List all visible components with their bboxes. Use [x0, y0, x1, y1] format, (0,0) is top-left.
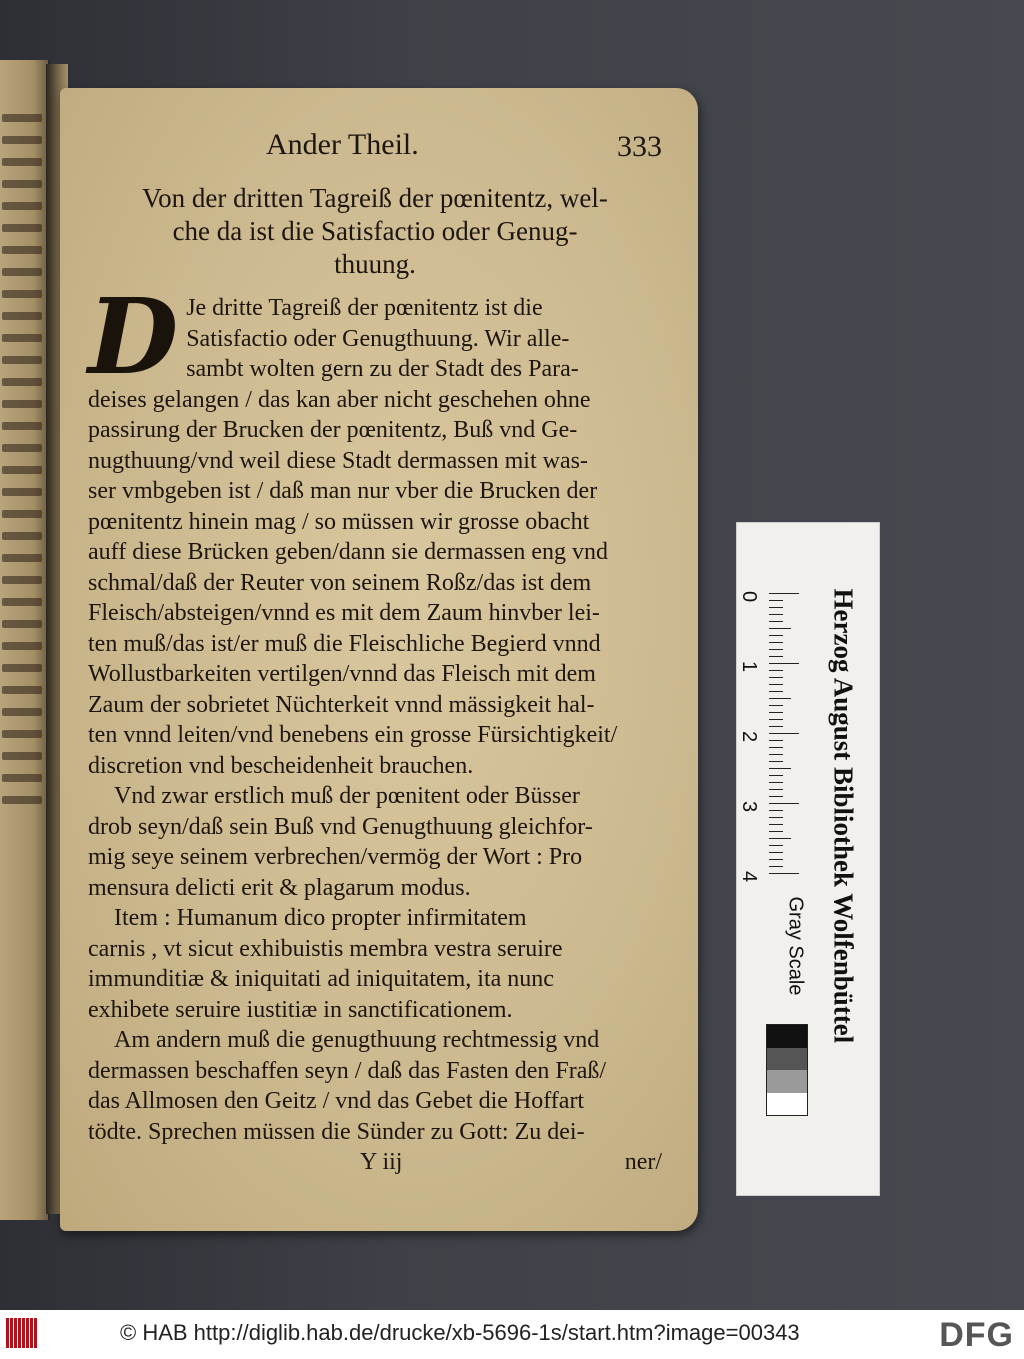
text-line: ten muß/das ist/er muß die Fleischliche Begierd vnnd [88, 630, 601, 657]
text-line: mig seye seinem verbrechen/vermög der Wort : Pro [88, 844, 583, 870]
text-line: drob seyn/daß sein Buß vnd Genugthuung gleichfor- [88, 813, 593, 840]
ruler-tick [769, 726, 783, 727]
footer-bar [0, 1310, 1024, 1359]
text-line: Item : Humanum dico propter infirmitatem [114, 905, 527, 931]
ruler-tick [769, 684, 783, 685]
text-line: Je dritte Tagreiß der pœnitentz ist die [186, 295, 543, 321]
text-line: Am andern muß die genugthuung rechtmessig vnd [114, 1027, 600, 1053]
chapter-heading [88, 182, 662, 281]
ruler-tick [769, 621, 783, 622]
text-line: mensura delicti erit & plagarum modus. [88, 874, 471, 901]
ruler-tick [769, 733, 799, 734]
text-line: sambt wolten gern zu der Stadt des Para- [186, 356, 579, 382]
ruler-tick [769, 698, 791, 699]
ruler-tick [769, 677, 783, 678]
gray-scale-label [774, 896, 814, 1020]
ruler-tick [769, 663, 799, 664]
ruler-tick [769, 761, 783, 762]
color-calibration-ruler [736, 522, 880, 1196]
ruler-tick [769, 803, 799, 804]
gray-swatch [767, 1070, 807, 1093]
ruler-tick [769, 873, 799, 874]
text-line: Zaum der sobrietet Nüchterkeit vnnd mässigkeit hal- [88, 691, 595, 718]
ruler-tick [769, 670, 783, 671]
ruler-tick [769, 782, 783, 783]
text-line: Wollustbarkeiten vertilgen/vnnd das Fleisch mit dem [88, 661, 596, 687]
ruler-tick [769, 859, 783, 860]
ruler-tick [769, 831, 783, 832]
running-title: Ander Theil. [266, 128, 419, 161]
hab-logo-icon [6, 1318, 46, 1350]
catchword: ner/ [624, 1149, 662, 1175]
ruler-tick [769, 607, 783, 608]
ruler-tick [769, 691, 783, 692]
ruler-number: 4 [738, 870, 761, 883]
text-line: das Allmosen den Geitz / vnd das Gebet die Hoffart [88, 1088, 585, 1114]
text-line: Fleisch/absteigen/vnnd es mit dem Zaum hinvber lei- [88, 600, 600, 626]
ruler-number: 3 [738, 800, 761, 813]
heading-line: thuung. [334, 249, 416, 279]
text-line: immunditiæ & iniquitati ad iniquitatem, ita nunc [88, 966, 554, 992]
text-line: Vnd zwar erstlich muß der pœnitent oder Büsser [114, 783, 580, 809]
gray-swatch [767, 1025, 807, 1048]
ruler-title [823, 588, 863, 1173]
dfg-logo: DFG [939, 1316, 1014, 1354]
text-line: dermassen beschaffen seyn / daß das Fasten den Fraß/ [88, 1057, 607, 1084]
ruler-tick [769, 775, 783, 776]
book-page [60, 88, 698, 1231]
ruler-scale [738, 583, 799, 903]
text-line: tödte. Sprechen müssen die Sünder zu Gott: Zu dei- [88, 1118, 585, 1145]
previous-page-edge [0, 60, 50, 1220]
ruler-tick [769, 642, 783, 643]
text-line: carnis , vt sicut exhibuistis membra vestra seruire [88, 935, 563, 962]
ruler-tick [769, 740, 783, 741]
ruler-tick [769, 649, 783, 650]
text-line: schmal/daß der Reuter von seinem Roßz/das ist dem [88, 569, 592, 596]
ruler-tick [769, 635, 783, 636]
text-line: nugthuung/vnd weil diese Stadt dermassen mit was- [88, 447, 588, 474]
page-content [88, 128, 662, 1183]
signature-line [88, 1149, 662, 1183]
ruler-tick [769, 614, 783, 615]
ruler-number: 0 [738, 590, 761, 603]
ruler-tick [769, 852, 783, 853]
ruler-tick [769, 593, 799, 594]
page-number: 333 [617, 130, 662, 163]
text-line: ser vmbgeben ist / daß man nur vber die Brucken der [88, 478, 598, 504]
ruler-tick [769, 789, 783, 790]
ruler-tick [769, 824, 783, 825]
copyright-link[interactable]: © HAB http://diglib.hab.de/drucke/xb-5696-1s/start.htm?image=00343 [120, 1320, 800, 1345]
gray-swatch [767, 1093, 807, 1116]
text-line: deises gelangen / das kan aber nicht geschehen ohne [88, 386, 591, 413]
text-line: ten vnnd leiten/vnd benebens ein grosse Fürsichtigkeit/ [88, 722, 618, 748]
ruler-tick [769, 656, 783, 657]
text-line: pœnitentz hinein mag / so müssen wir grosse obacht [88, 508, 590, 535]
ruler-tick [769, 705, 783, 706]
heading-line: che da ist die Satisfactio oder Genug- [172, 216, 578, 246]
heading-line: Von der dritten Tagreiß der pœnitentz, wel- [142, 183, 608, 213]
library-name: Herzog August Bibliothek Wolfenbüttel [828, 588, 859, 1044]
ruler-tick [769, 712, 783, 713]
ruler-tick [769, 719, 783, 720]
ruler-tick [769, 600, 783, 601]
ruler-number: 2 [738, 730, 761, 743]
ruler-tick [769, 817, 783, 818]
ruler-tick [769, 838, 791, 839]
text-line: Satisfactio oder Genugthuung. Wir alle- [186, 325, 570, 352]
gray-scale-text: Gray Scale [784, 896, 807, 996]
ruler-tick [769, 768, 791, 769]
ruler-tick [769, 754, 783, 755]
ruler-number: 1 [738, 660, 761, 673]
text-line: auff diese Brücken geben/dann sie dermassen eng vnd [88, 539, 609, 565]
signature-mark: Y iij [360, 1149, 403, 1175]
previous-page-text-fragments [2, 100, 42, 818]
body-text [88, 275, 662, 1147]
gray-scale-swatches [766, 1024, 808, 1116]
ruler-tick [769, 866, 783, 867]
ruler-tick [769, 810, 783, 811]
ruler-tick [769, 747, 783, 748]
ruler-tick [769, 796, 783, 797]
running-head [88, 128, 662, 180]
ruler-tick [769, 845, 783, 846]
text-line: discretion vnd bescheidenheit brauchen. [88, 752, 474, 779]
gray-swatch [767, 1048, 807, 1071]
text-line: passirung der Brucken der pœnitentz, Buß vnd Ge- [88, 417, 578, 443]
ruler-tick [769, 628, 791, 629]
drop-cap: D [88, 275, 179, 398]
text-line: exhibete seruire iustitiæ in sanctificationem. [88, 996, 513, 1023]
